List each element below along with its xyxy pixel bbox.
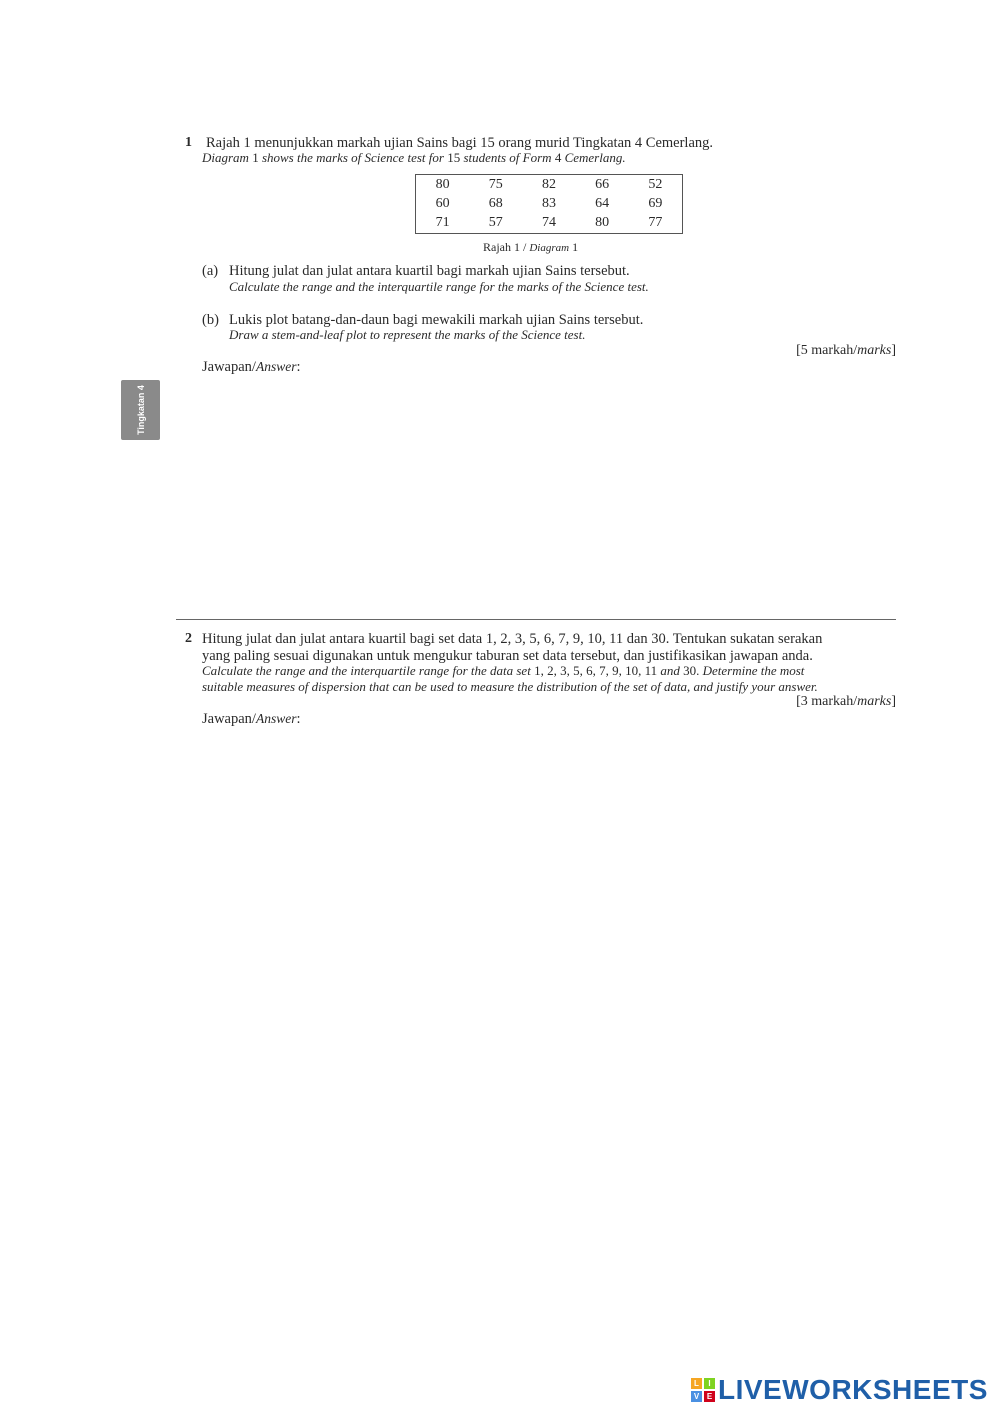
part-a-label: (a)	[202, 263, 219, 279]
section-divider	[176, 619, 896, 620]
question-2-number: 2	[185, 631, 192, 646]
table-cell: 77	[648, 215, 663, 231]
table-row	[416, 214, 683, 234]
part-b-text-ms: Lukis plot batang-dan-daun bagi mewakili markah ujian Sains tersebut.	[229, 312, 644, 328]
question-2-marks: [3 markah/marks]	[796, 694, 896, 709]
question-1-intro-ms: Rajah 1 menunjukkan markah ujian Sains bagi 15 orang murid Tingkatan 4 Cemerlang.	[206, 135, 714, 151]
table-row	[416, 194, 683, 213]
table-cell: 68	[488, 195, 503, 211]
question-1-answer-label: Jawapan/Answer:	[202, 359, 301, 375]
table-cell: 71	[435, 215, 450, 231]
table-row	[416, 175, 683, 195]
table-cell: 57	[488, 215, 503, 231]
table-cell: 66	[595, 176, 610, 192]
side-tab: Tingkatan 4	[121, 380, 160, 440]
logo-cell: V	[691, 1391, 702, 1402]
marks-data-table	[415, 174, 683, 234]
logo-text: LIVEWORKSHEETS	[718, 1374, 988, 1405]
question-2-line4: suitable measures of dispersion that can be used to measure the distribution of the set of data, and justify your answer.	[202, 679, 818, 694]
question-1-intro-en: Diagram 1 shows the marks of Science test for 15 students of Form 4 Cemerlang.	[202, 150, 626, 165]
question-2-line2: yang paling sesuai digunakan untuk mengukur taburan set data tersebut, dan justifikasikan jawapan anda.	[202, 648, 813, 664]
table-cell: 52	[648, 176, 663, 192]
logo-cell: E	[704, 1391, 715, 1402]
question-2-line3: Calculate the range and the interquartile range for the data set 1, 2, 3, 5, 6, 7, 9, 10, 11 and 30. Determine the most	[202, 663, 805, 678]
table-cell: 69	[648, 195, 663, 211]
table-cell: 83	[541, 195, 556, 211]
question-1-number: 1	[185, 135, 192, 150]
question-2-line1: Hitung julat dan julat antara kuartil bagi set data 1, 2, 3, 5, 6, 7, 9, 10, 11 dan 30. Tentukan sukatan serakan	[202, 631, 823, 647]
part-b-text-en: Draw a stem-and-leaf plot to represent the marks of the Science test.	[229, 327, 586, 342]
table-cell: 75	[488, 176, 503, 192]
table-cell: 80	[435, 176, 450, 192]
part-a-text-ms: Hitung julat dan julat antara kuartil bagi markah ujian Sains tersebut.	[229, 263, 630, 279]
question-1-marks: [5 markah/marks]	[796, 343, 896, 358]
diagram-caption: Rajah 1 / Diagram 1	[483, 240, 579, 254]
part-b-label: (b)	[202, 312, 219, 328]
table-cell: 60	[435, 195, 450, 211]
table-cell: 80	[595, 215, 610, 231]
table-cell: 74	[541, 215, 556, 231]
part-a-text-en: Calculate the range and the interquartile range for the marks of the Science test.	[229, 279, 649, 294]
logo-cell: L	[691, 1378, 702, 1389]
logo-cell: I	[704, 1378, 715, 1389]
table-cell: 82	[541, 176, 556, 192]
liveworksheets-logo	[691, 1376, 988, 1404]
logo-mark-icon	[691, 1378, 715, 1402]
table-cell: 64	[595, 195, 610, 211]
question-2-answer-label: Jawapan/Answer:	[202, 711, 301, 727]
